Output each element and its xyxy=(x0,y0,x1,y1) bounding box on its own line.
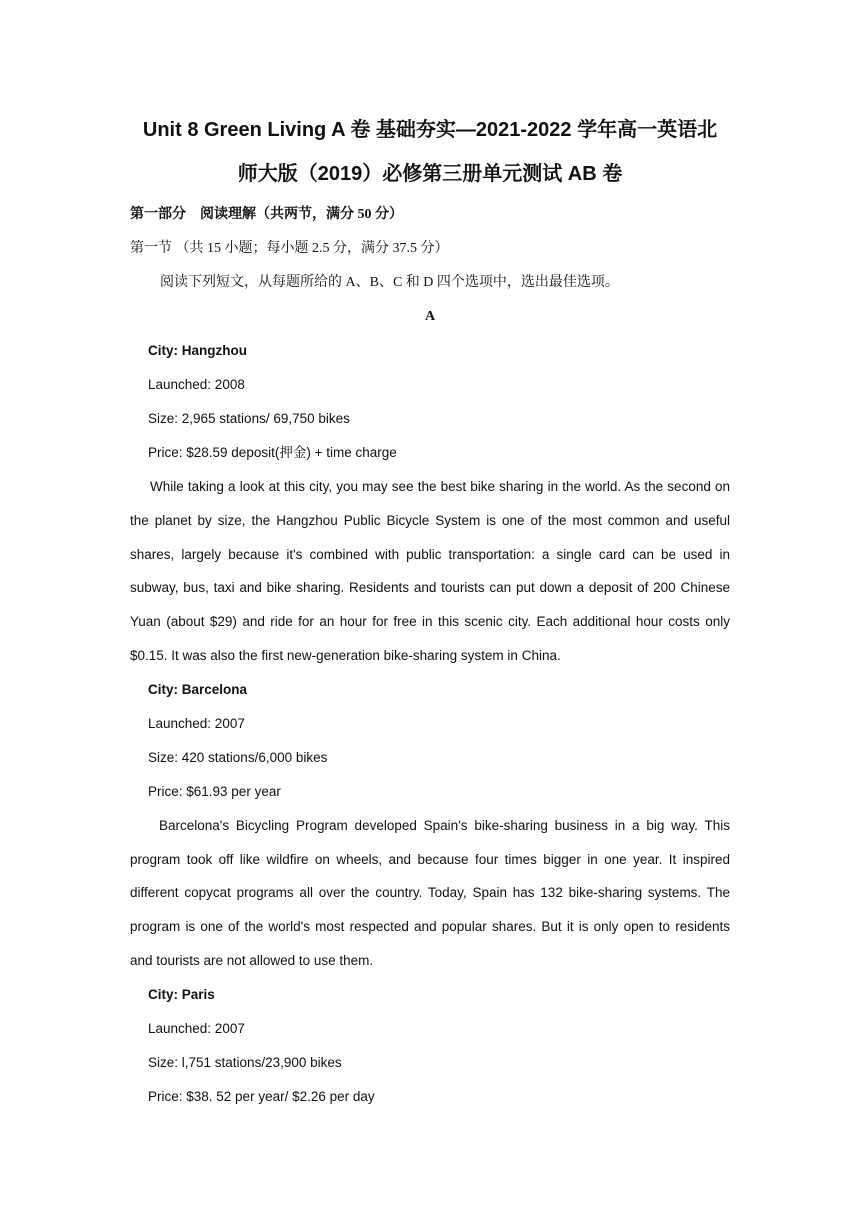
city-name-hangzhou: City: Hangzhou xyxy=(148,343,247,358)
title-line-2: 师大版（2019）必修第三册单元测试 AB 卷 xyxy=(237,163,623,185)
document-title xyxy=(130,108,730,196)
paragraph-barcelona: Barcelona's Bicycling Program developed Spain's bike-sharing business in a big way. This program took off like wildfire on wheels, and because four times bigger in one year. It inspired different copycat programs all over the country. Today, Spain has 132 bike-sharing systems. The program is one of the world's most respected and popular shares. But it is only open to residents and tourists are not allowed to use them. xyxy=(130,817,730,968)
document-page xyxy=(130,108,730,1114)
launched-barcelona: Launched: 2007 xyxy=(148,715,245,731)
subsection-heading: 第一节 （共 15 小题；每小题 2.5 分，满分 37.5 分） xyxy=(130,241,449,256)
part-heading: 第一部分 阅读理解（共两节，满分 50 分） xyxy=(130,207,403,222)
price-barcelona: Price: $61.93 per year xyxy=(148,783,281,799)
size-hangzhou: Size: 2,965 stations/ 69,750 bikes xyxy=(148,411,350,426)
price-hangzhou: Price: $28.59 deposit(押金) + time charge xyxy=(148,445,397,460)
size-barcelona: Size: 420 stations/6,000 bikes xyxy=(148,749,328,765)
launched-paris: Launched: 2007 xyxy=(148,1020,245,1036)
size-paris: Size: l,751 stations/23,900 bikes xyxy=(148,1054,342,1070)
instruction-text: 阅读下列短文，从每题所给的 A、B、C 和 D 四个选项中，选出最佳选项。 xyxy=(160,275,619,290)
city-name-barcelona: City: Barcelona xyxy=(148,681,248,697)
paragraph-hangzhou: While taking a look at this city, you may see the best bike sharing in the world. As the second on the planet by size, the Hangzhou Public Bicycle System is one of the most common and useful shares, largely because it's combined with public transportation: a single card can be used in subway, bus, taxi and bike sharing. Residents and tourists can put down a deposit of 200 Chinese Yuan (about $29) and ride for an hour for free in this scenic city. Each additional hour costs only $0.15. It was also the first new-generation bike-sharing system in China. xyxy=(130,479,730,663)
price-paris: Price: $38. 52 per year/ $2.26 per day xyxy=(148,1088,375,1104)
passage-label: A xyxy=(424,309,436,324)
launched-hangzhou: Launched: 2008 xyxy=(148,377,245,392)
title-line-1: Unit 8 Green Living A 卷 基础夯实—2021-2022 学年高一英语北 xyxy=(142,119,718,141)
city-name-paris: City: Paris xyxy=(148,986,215,1002)
